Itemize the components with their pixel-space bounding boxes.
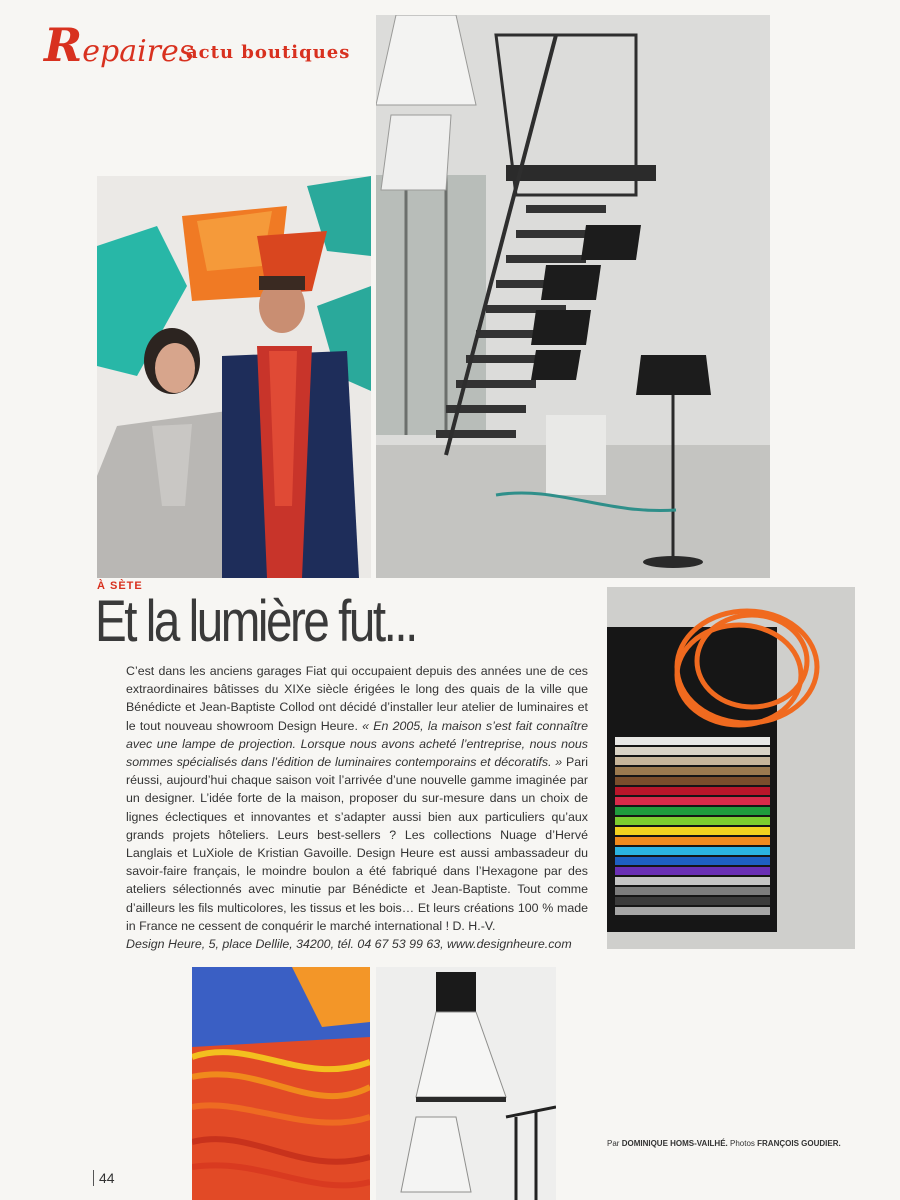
credit-prefix: Par xyxy=(607,1139,620,1148)
cables-illustration xyxy=(192,967,370,1200)
staircase-illustration xyxy=(376,15,770,578)
showroom-staircase-photo xyxy=(376,15,770,578)
article-title: Et la lumière fut... xyxy=(95,589,416,654)
credit-photos-prefix: Photos xyxy=(730,1139,755,1148)
photo-credit xyxy=(607,1139,841,1148)
portrait-photo xyxy=(97,176,371,578)
article-kicker: À SÈTE xyxy=(97,580,143,592)
portrait-illustration xyxy=(97,176,371,578)
cable-swatches-photo xyxy=(607,587,855,949)
body-quote: « En 2005, la maison s’est fait connaître avec une lampe de projection. Lorsque nous avons acheté l’entreprise, nous nous sommes spécialisés dans l’édition de luminaires contemporains et décoratifs. » xyxy=(126,718,588,770)
page-number: 44 xyxy=(93,1170,115,1186)
brand-rest: epaires xyxy=(82,34,195,69)
article-body xyxy=(126,662,588,953)
pendant-lamps-photo xyxy=(376,967,556,1200)
shop-address: Design Heure, 5, place Dellile, 34200, tél. 04 67 53 99 63, www.designheure.com xyxy=(126,937,572,952)
colored-cables-photo xyxy=(192,967,370,1200)
section-brand xyxy=(44,18,194,72)
pendants-illustration xyxy=(376,967,556,1200)
body-continued: Pari réussi, aujourd’hui chaque saison voit l’arrivée d’une nouvelle gamme imaginée par un designer. L’idée forte de la maison, proposer du sur-mesure dans un choix de lignes éclectiques et innovantes et s’adapter aussi bien aux particuliers qu’aux grands projets hôteliers. Leurs best-sellers ? Les collections Nuage d’Hervé Langlais et LuXiole de Kristian Gavoille. Design Heure est aussi ambassadeur du savoir-faire français, le moindre boulon a été fabriqué dans l’Hexagone par des ateliers sélectionnés avec minutie par Bénédicte et Jean-Baptiste. Tout comme d’ailleurs les fils multicolores, les tissus et les bois… Et leurs créations 100 % made in France ne cessent de conquérir le marché international ! D. H.-V. xyxy=(126,755,588,933)
brand-initial: R xyxy=(44,18,83,72)
section-subtitle: actu boutiques xyxy=(186,42,351,63)
credit-author: DOMINIQUE HOMS-VAILHÉ. xyxy=(621,1139,728,1148)
credit-photographer: FRANÇOIS GOUDIER. xyxy=(757,1139,841,1148)
swatches-illustration xyxy=(607,587,855,949)
body-intro: C’est dans les anciens garages Fiat qui occupaient depuis des années une de ces extraordinaires bâtisses du XIXe siècle érigées le long des quais de la ville que Bénédicte et Jean-Baptiste Collod ont décidé d’installer leur atelier de luminaires et le tout nouveau showroom Design Heure. xyxy=(126,664,588,733)
